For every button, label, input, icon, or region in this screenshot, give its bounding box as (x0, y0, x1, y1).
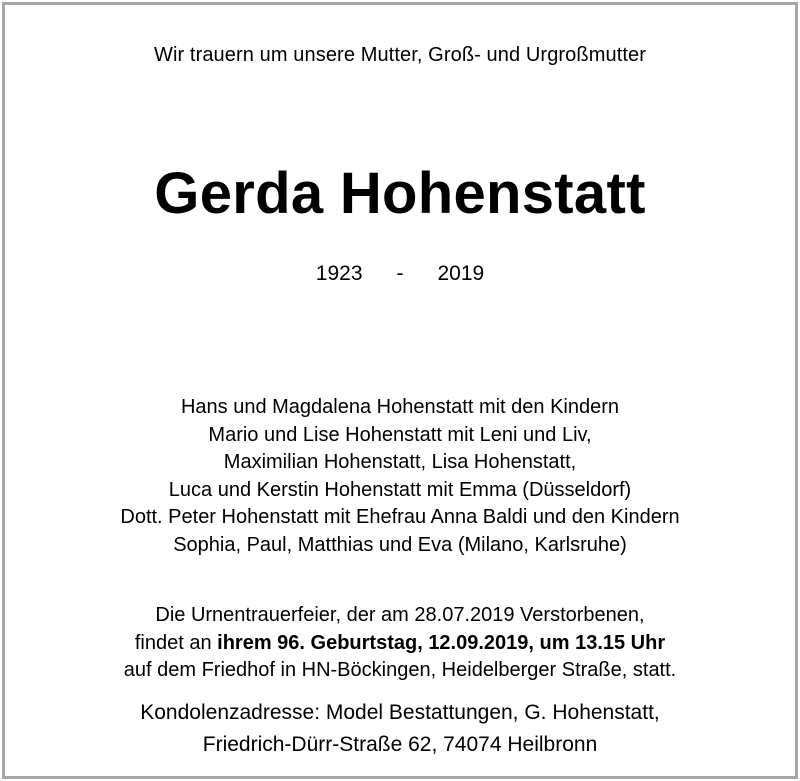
condolence-line-2: Friedrich-Dürr-Straße 62, 74074 Heilbronn (202, 733, 598, 756)
intro-text: Wir trauern um unsere Mutter, Groß- und Urgroßmutter (153, 44, 646, 66)
life-years (0, 262, 800, 286)
condolence-address (0, 697, 800, 761)
family-line: Maximilian Hohenstatt, Lisa Hohenstatt, (223, 451, 577, 473)
birth-year: 1923 (315, 262, 363, 285)
family-list (0, 394, 800, 559)
year-dash: - (396, 262, 404, 285)
family-line: Hans und Magdalena Hohenstatt mit den Kindern (180, 396, 620, 418)
service-line-1: Die Urnentrauerfeier, der am 28.07.2019 Verstorbenen, (155, 604, 645, 626)
condolence-line-1: Kondolenzadresse: Model Bestattungen, G. Hohenstatt, (140, 701, 660, 724)
family-line: Sophia, Paul, Matthias und Eva (Milano, Karlsruhe) (173, 533, 627, 556)
service-date-time: ihrem 96. Geburtstag, 12.09.2019, um 13.15 Uhr (217, 631, 666, 654)
service-info (0, 602, 800, 685)
deceased-name: Gerda Hohenstatt (154, 161, 646, 226)
service-line-2-prefix: findet an (134, 631, 218, 654)
service-line-3: auf dem Friedhof in HN-Böckingen, Heidelberger Straße, statt. (123, 659, 677, 681)
family-line: Luca und Kerstin Hohenstatt mit Emma (Düsseldorf) (168, 478, 632, 501)
family-line: Mario und Lise Hohenstatt mit Leni und Liv, (208, 423, 592, 446)
death-year: 2019 (437, 262, 485, 285)
service-line-2 (0, 630, 800, 658)
family-line: Dott. Peter Hohenstatt mit Ehefrau Anna Baldi und den Kindern (120, 506, 680, 528)
